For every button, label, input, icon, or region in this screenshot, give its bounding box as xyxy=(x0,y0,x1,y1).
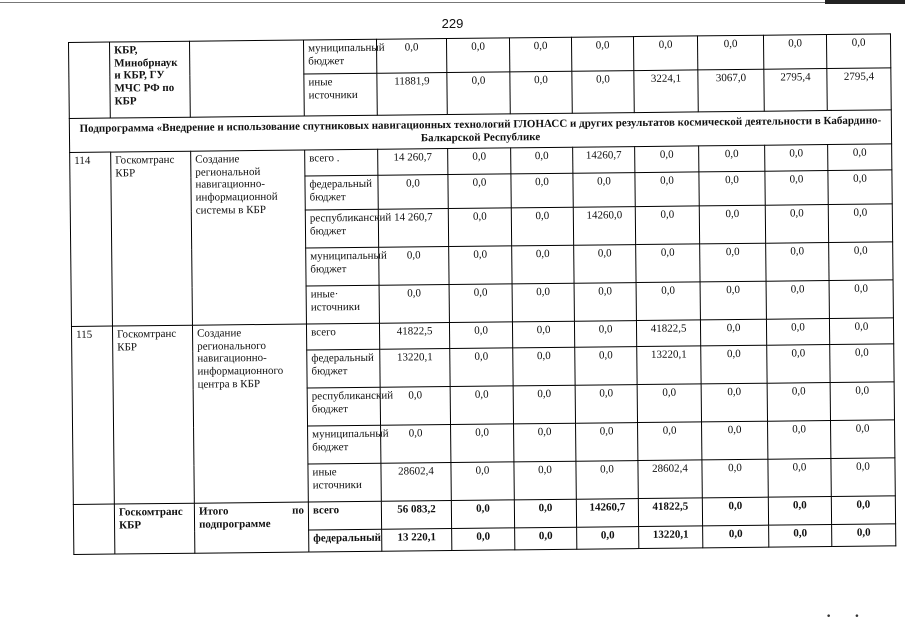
value-cell: 0,0 xyxy=(766,243,829,282)
value-cell: 0,0 xyxy=(828,170,892,205)
value-cell: 0,0 xyxy=(636,282,700,321)
value-cell: 0,0 xyxy=(571,37,633,72)
value-cell: 0,0 xyxy=(513,347,575,386)
value-cell: 0,0 xyxy=(700,243,766,282)
value-cell: 0,0 xyxy=(697,35,763,70)
value-cell: 0,0 xyxy=(831,496,895,525)
value-cell: 0,0 xyxy=(826,34,890,69)
value-cell: 0,0 xyxy=(702,459,768,498)
value-cell: 0,0 xyxy=(572,71,634,114)
value-cell: 0,0 xyxy=(635,206,699,245)
value-cell: 0,0 xyxy=(376,39,446,74)
total-label-line xyxy=(199,505,304,519)
funding-source-cell: республиканский бюджет xyxy=(307,387,380,426)
value-cell: 0,0 xyxy=(511,207,573,246)
row-id-cell: 115 xyxy=(71,326,114,504)
value-cell: 0,0 xyxy=(828,204,892,243)
value-cell: 41822,5 xyxy=(638,498,702,527)
value-cell: 0,0 xyxy=(765,145,828,172)
value-cell: 0,0 xyxy=(451,500,514,529)
value-cell: 0,0 xyxy=(702,421,768,460)
value-cell: 28602,4 xyxy=(638,460,702,499)
value-cell: 0,0 xyxy=(452,528,515,551)
value-cell: 0,0 xyxy=(447,72,510,115)
value-cell: 0,0 xyxy=(829,280,893,319)
margin-mark: • • xyxy=(826,612,860,622)
value-cell: 0,0 xyxy=(381,425,451,464)
value-cell: 0,0 xyxy=(701,345,767,384)
value-cell: 0,0 xyxy=(832,524,896,547)
page-corner-mark xyxy=(825,0,905,4)
value-cell: 0,0 xyxy=(512,283,574,322)
funding-source-cell: республиканский бюджет xyxy=(305,209,378,248)
activity-cell xyxy=(189,40,304,117)
value-cell: 0,0 xyxy=(831,458,895,497)
value-cell: 0,0 xyxy=(635,172,699,207)
total-label-left: Итого xyxy=(198,505,229,518)
value-cell: 0,0 xyxy=(576,423,638,462)
budget-table xyxy=(68,33,896,555)
value-cell: 0,0 xyxy=(449,322,512,349)
value-cell: 0,0 xyxy=(768,497,831,526)
value-cell: 0,0 xyxy=(514,499,576,528)
value-cell: 2795,4 xyxy=(827,68,891,111)
value-cell: 0,0 xyxy=(509,37,571,72)
value-cell: 0,0 xyxy=(828,144,892,171)
value-cell: 56 083,2 xyxy=(381,501,451,530)
value-cell: 0,0 xyxy=(766,281,829,320)
value-cell: 13220,1 xyxy=(380,349,450,388)
value-cell: 0,0 xyxy=(512,245,574,284)
executor-cell: Госкомтранс КБР xyxy=(111,151,193,326)
value-cell: 3067,0 xyxy=(698,69,764,112)
row-id-cell xyxy=(73,504,115,554)
value-cell: 0,0 xyxy=(574,283,636,322)
value-cell: 0,0 xyxy=(766,319,829,346)
value-cell: 0,0 xyxy=(451,424,514,463)
value-cell: 0,0 xyxy=(701,383,767,422)
value-cell: 0,0 xyxy=(831,420,895,459)
page-number: 229 xyxy=(441,16,464,31)
row-id-cell: 114 xyxy=(70,152,113,326)
value-cell: 11881,9 xyxy=(377,73,447,116)
executor-cell: Госкомтранс КБР xyxy=(112,325,194,504)
funding-source-cell: муниципальный бюджет xyxy=(306,247,379,286)
total-label-right: по xyxy=(292,504,304,517)
funding-source-cell: иные источники xyxy=(304,73,377,116)
value-cell: 28602,4 xyxy=(381,463,451,502)
value-cell: 0,0 xyxy=(573,173,635,208)
value-cell: 0,0 xyxy=(380,387,450,426)
value-cell: 0,0 xyxy=(574,321,636,348)
value-cell: 14260,7 xyxy=(576,499,638,528)
value-cell: 0,0 xyxy=(700,319,766,346)
value-cell: 0,0 xyxy=(830,382,894,421)
value-cell: 0,0 xyxy=(514,461,576,500)
value-cell: 0,0 xyxy=(636,244,700,283)
value-cell: 0,0 xyxy=(765,171,828,206)
value-cell: 0,0 xyxy=(451,462,514,501)
value-cell: 0,0 xyxy=(448,148,511,175)
value-cell: 0,0 xyxy=(829,242,893,281)
value-cell: 0,0 xyxy=(702,497,768,526)
value-cell: 0,0 xyxy=(830,344,894,383)
funding-source-cell: муниципальный бюджет xyxy=(308,425,381,464)
value-cell: 0,0 xyxy=(699,205,765,244)
value-cell: 0,0 xyxy=(511,147,573,174)
value-cell: 0,0 xyxy=(449,246,512,285)
value-cell: 0,0 xyxy=(515,527,577,550)
row-id-cell xyxy=(69,42,111,118)
value-cell: 41822,5 xyxy=(636,320,700,347)
activity-cell: Создание регионального навигационно-информационного центра в КБР xyxy=(192,324,308,503)
activity-cell: Создание региональной навигационно-информационной системы в КБР xyxy=(191,150,307,325)
value-cell: 41822,5 xyxy=(379,323,449,350)
value-cell: 0,0 xyxy=(379,285,449,324)
value-cell: 3224,1 xyxy=(634,70,698,113)
funding-source-cell: федеральный бюджет xyxy=(307,349,380,388)
value-cell: 0,0 xyxy=(511,173,573,208)
executor-cell: КБР, Минобрнаук и КБР, ГУ МЧС РФ по КБР xyxy=(110,41,191,118)
funding-source-cell: всего xyxy=(308,501,381,530)
value-cell: 0,0 xyxy=(450,348,513,387)
value-cell: 0,0 xyxy=(513,385,575,424)
value-cell: 14 260,7 xyxy=(378,209,448,248)
budget-table-sheet xyxy=(68,33,896,642)
value-cell: 0,0 xyxy=(763,35,826,70)
value-cell: 14260,7 xyxy=(573,147,635,174)
value-cell: 0,0 xyxy=(449,284,512,323)
value-cell: 0,0 xyxy=(448,174,511,209)
value-cell: 0,0 xyxy=(576,461,638,500)
value-cell: 0,0 xyxy=(768,459,831,498)
subprogram-title: Подпрограмма «Внедрение и использование спутниковых навигационных технологий ГЛОНАСС и других результатов космической деятельности в Кабардино-Балкарской Республике xyxy=(69,110,891,153)
value-cell: 0,0 xyxy=(699,171,765,206)
value-cell: 0,0 xyxy=(699,145,765,172)
funding-source-cell: федеральный бюджет xyxy=(305,175,378,210)
value-cell: 13220,1 xyxy=(637,346,701,385)
value-cell: 2795,4 xyxy=(764,69,827,112)
value-cell: 14 260,7 xyxy=(378,149,448,176)
value-cell: 0,0 xyxy=(638,422,702,461)
value-cell: 0,0 xyxy=(829,318,893,345)
total-label-second: подпрограмме xyxy=(198,517,271,531)
total-label-cell xyxy=(194,502,309,553)
funding-source-cell: федеральный xyxy=(309,529,382,552)
funding-source-cell: всего xyxy=(306,323,379,350)
value-cell: 0,0 xyxy=(700,281,766,320)
value-cell: 0,0 xyxy=(575,385,637,424)
value-cell: 0,0 xyxy=(512,321,574,348)
funding-source-cell: иные· источники xyxy=(306,285,379,324)
value-cell: 0,0 xyxy=(765,205,828,244)
value-cell: 0,0 xyxy=(767,345,830,384)
value-cell: 0,0 xyxy=(378,175,448,210)
value-cell: 13220,1 xyxy=(639,526,703,549)
value-cell: 0,0 xyxy=(510,71,572,114)
value-cell: 0,0 xyxy=(637,384,701,423)
value-cell: 0,0 xyxy=(450,386,513,425)
value-cell: 0,0 xyxy=(633,36,697,71)
funding-source-cell: всего . xyxy=(305,149,378,176)
value-cell: 0,0 xyxy=(446,38,509,73)
value-cell: 0,0 xyxy=(448,208,511,247)
value-cell: 0,0 xyxy=(574,245,636,284)
value-cell: 0,0 xyxy=(767,383,830,422)
funding-source-cell: иные источники xyxy=(308,463,381,502)
page-top-edge xyxy=(0,2,905,3)
value-cell: 0,0 xyxy=(575,347,637,386)
value-cell: 0,0 xyxy=(703,525,769,548)
funding-source-cell: муниципальный бюджет xyxy=(303,39,376,74)
value-cell: 14260,0 xyxy=(573,207,635,246)
value-cell: 0,0 xyxy=(577,527,639,550)
executor-cell: Госкомтранс КБР xyxy=(114,503,195,554)
value-cell: 0,0 xyxy=(768,421,831,460)
value-cell: 0,0 xyxy=(635,146,699,173)
value-cell: 0,0 xyxy=(379,247,449,286)
value-cell: 0,0 xyxy=(514,423,576,462)
value-cell: 13 220,1 xyxy=(382,529,452,552)
value-cell: 0,0 xyxy=(769,525,832,548)
